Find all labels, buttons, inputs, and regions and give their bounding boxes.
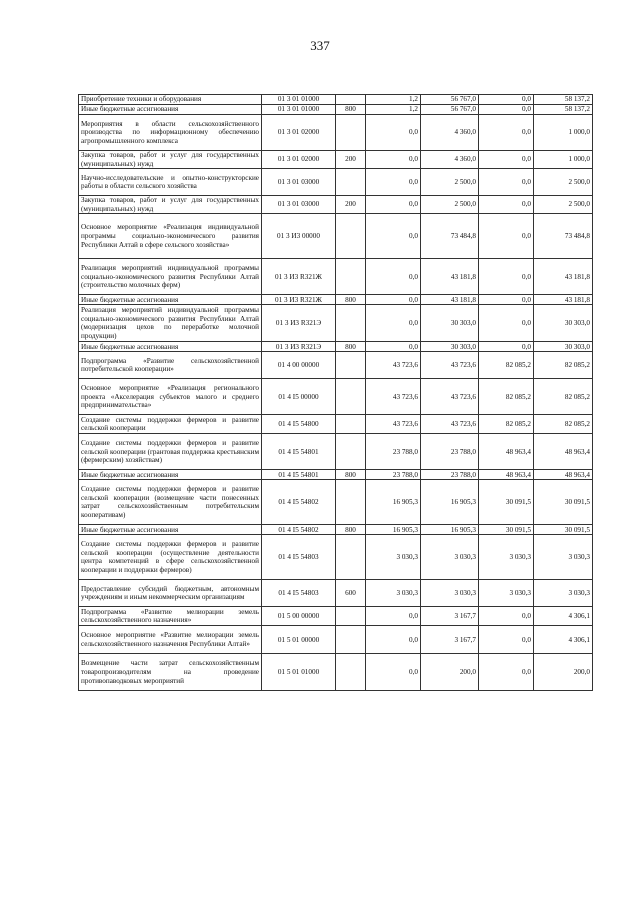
row-value-3-cell: 0,0 bbox=[479, 305, 534, 342]
row-value-2-cell: 43 723,6 bbox=[421, 415, 479, 434]
row-value-4-cell: 3 030,3 bbox=[534, 580, 593, 607]
row-value-3-cell: 30 091,5 bbox=[479, 480, 534, 525]
row-code-cell: 01 3 И3 R321Ж bbox=[262, 259, 336, 295]
row-value-3-cell: 3 030,3 bbox=[479, 580, 534, 607]
row-value-1-cell: 23 788,0 bbox=[366, 470, 421, 480]
row-value-2-cell: 23 788,0 bbox=[421, 470, 479, 480]
row-value-1-cell: 1,2 bbox=[366, 95, 421, 105]
row-value-1-cell: 43 723,6 bbox=[366, 415, 421, 434]
table-row bbox=[79, 169, 593, 196]
row-value-3-cell: 48 963,4 bbox=[479, 470, 534, 480]
row-expense-type-cell bbox=[336, 654, 366, 691]
row-value-2-cell: 30 303,0 bbox=[421, 305, 479, 342]
row-value-4-cell: 48 963,4 bbox=[534, 434, 593, 470]
row-value-3-cell: 0,0 bbox=[479, 259, 534, 295]
row-value-2-cell: 16 905,3 bbox=[421, 480, 479, 525]
row-value-4-cell: 30 091,5 bbox=[534, 525, 593, 535]
row-value-2-cell: 56 767,0 bbox=[421, 95, 479, 105]
row-value-4-cell: 3 030,3 bbox=[534, 535, 593, 580]
row-expense-type-cell: 200 bbox=[336, 196, 366, 214]
row-code-cell: 01 5 01 01000 bbox=[262, 654, 336, 691]
row-value-4-cell: 82 085,2 bbox=[534, 352, 593, 379]
table-row bbox=[79, 295, 593, 305]
row-value-1-cell: 3 030,3 bbox=[366, 535, 421, 580]
row-value-2-cell: 4 360,0 bbox=[421, 151, 479, 169]
row-code-cell: 01 3 И3 R321Э bbox=[262, 305, 336, 342]
row-value-3-cell: 0,0 bbox=[479, 95, 534, 105]
row-name-cell: Иные бюджетные ассигнования bbox=[79, 525, 262, 535]
table-row bbox=[79, 415, 593, 434]
row-expense-type-cell bbox=[336, 535, 366, 580]
row-value-2-cell: 73 484,8 bbox=[421, 214, 479, 259]
row-name-cell: Закупка товаров, работ и услуг для государственных (муниципальных) нужд bbox=[79, 151, 262, 169]
row-value-1-cell: 0,0 bbox=[366, 151, 421, 169]
row-value-1-cell: 0,0 bbox=[366, 259, 421, 295]
table-row bbox=[79, 470, 593, 480]
row-name-cell: Подпрограмма «Развитие мелиорации земель сельскохозяйственного назначения» bbox=[79, 607, 262, 626]
row-value-4-cell: 30 303,0 bbox=[534, 342, 593, 352]
row-code-cell: 01 4 I5 54802 bbox=[262, 480, 336, 525]
row-expense-type-cell bbox=[336, 259, 366, 295]
row-value-3-cell: 0,0 bbox=[479, 169, 534, 196]
row-value-2-cell: 43 181,8 bbox=[421, 295, 479, 305]
row-value-2-cell: 43 181,8 bbox=[421, 259, 479, 295]
row-value-2-cell: 30 303,0 bbox=[421, 342, 479, 352]
table-row bbox=[79, 342, 593, 352]
row-name-cell: Основное мероприятие «Развитие мелиорации земель сельскохозяйственного назначения Республики Алтай» bbox=[79, 626, 262, 654]
row-value-2-cell: 4 360,0 bbox=[421, 115, 479, 151]
row-code-cell: 01 4 I5 54803 bbox=[262, 535, 336, 580]
row-value-4-cell: 2 500,0 bbox=[534, 196, 593, 214]
row-value-1-cell: 43 723,6 bbox=[366, 352, 421, 379]
row-value-3-cell: 30 091,5 bbox=[479, 525, 534, 535]
row-value-4-cell: 4 306,1 bbox=[534, 607, 593, 626]
row-code-cell: 01 4 I5 54801 bbox=[262, 470, 336, 480]
row-expense-type-cell: 200 bbox=[336, 151, 366, 169]
table-row bbox=[79, 151, 593, 169]
row-expense-type-cell bbox=[336, 169, 366, 196]
row-name-cell: Возмещение части затрат сельскохозяйственным товаропроизводителям на проведение противопаводковых мероприятий bbox=[79, 654, 262, 691]
row-value-2-cell: 3 030,3 bbox=[421, 535, 479, 580]
row-code-cell: 01 4 00 00000 bbox=[262, 352, 336, 379]
row-value-2-cell: 200,0 bbox=[421, 654, 479, 691]
row-value-1-cell: 0,0 bbox=[366, 169, 421, 196]
row-value-2-cell: 3 167,7 bbox=[421, 607, 479, 626]
row-value-4-cell: 1 000,0 bbox=[534, 115, 593, 151]
row-value-4-cell: 2 500,0 bbox=[534, 169, 593, 196]
row-expense-type-cell bbox=[336, 214, 366, 259]
row-expense-type-cell bbox=[336, 415, 366, 434]
row-value-1-cell: 43 723,6 bbox=[366, 379, 421, 415]
row-value-4-cell: 73 484,8 bbox=[534, 214, 593, 259]
row-value-2-cell: 56 767,0 bbox=[421, 105, 479, 115]
row-value-3-cell: 0,0 bbox=[479, 295, 534, 305]
row-code-cell: 01 3 01 02000 bbox=[262, 151, 336, 169]
row-code-cell: 01 3 И3 R321Ж bbox=[262, 295, 336, 305]
row-value-1-cell: 0,0 bbox=[366, 196, 421, 214]
row-code-cell: 01 3 01 02000 bbox=[262, 115, 336, 151]
row-expense-type-cell bbox=[336, 434, 366, 470]
row-name-cell: Реализация мероприятий индивидуальной программы социально-экономического развития Республики Алтай (модернизация цехов по переработке молочной продукции) bbox=[79, 305, 262, 342]
table-row bbox=[79, 95, 593, 105]
table-row bbox=[79, 480, 593, 525]
row-value-4-cell: 48 963,4 bbox=[534, 470, 593, 480]
table-row bbox=[79, 105, 593, 115]
row-code-cell: 01 4 I5 00000 bbox=[262, 379, 336, 415]
row-code-cell: 01 3 01 03000 bbox=[262, 196, 336, 214]
row-name-cell: Создание системы поддержки фермеров и развитие сельской кооперации (грантовая поддержка крестьянским (фермерским) хозяйствам) bbox=[79, 434, 262, 470]
row-value-2-cell: 43 723,6 bbox=[421, 379, 479, 415]
row-expense-type-cell: 600 bbox=[336, 580, 366, 607]
row-value-1-cell: 0,0 bbox=[366, 214, 421, 259]
row-name-cell: Создание системы поддержки фермеров и развитие сельской кооперации bbox=[79, 415, 262, 434]
table-row bbox=[79, 196, 593, 214]
row-expense-type-cell bbox=[336, 352, 366, 379]
row-value-3-cell: 0,0 bbox=[479, 342, 534, 352]
row-name-cell: Иные бюджетные ассигнования bbox=[79, 342, 262, 352]
row-expense-type-cell: 800 bbox=[336, 295, 366, 305]
row-value-3-cell: 82 085,2 bbox=[479, 379, 534, 415]
row-value-3-cell: 82 085,2 bbox=[479, 415, 534, 434]
row-name-cell: Создание системы поддержки фермеров и развитие сельской кооперации (возмещение части понесенных затрат сельскохозяйственным потребительским кооперативам) bbox=[79, 480, 262, 525]
row-value-1-cell: 0,0 bbox=[366, 115, 421, 151]
row-code-cell: 01 3 И3 00000 bbox=[262, 214, 336, 259]
row-expense-type-cell bbox=[336, 95, 366, 105]
table-row bbox=[79, 115, 593, 151]
row-value-4-cell: 43 181,8 bbox=[534, 295, 593, 305]
row-expense-type-cell: 800 bbox=[336, 470, 366, 480]
table-row bbox=[79, 654, 593, 691]
row-value-2-cell: 3 167,7 bbox=[421, 626, 479, 654]
row-value-4-cell: 82 085,2 bbox=[534, 379, 593, 415]
row-value-3-cell: 0,0 bbox=[479, 214, 534, 259]
row-name-cell: Мероприятия в области сельскохозяйственного производства по информационному обеспечению агропромышленного комплекса bbox=[79, 115, 262, 151]
row-value-3-cell: 0,0 bbox=[479, 151, 534, 169]
row-code-cell: 01 4 I5 54803 bbox=[262, 580, 336, 607]
row-value-3-cell: 0,0 bbox=[479, 115, 534, 151]
row-name-cell: Предоставление субсидий бюджетным, автономным учреждениям и иным некоммерческим организациям bbox=[79, 580, 262, 607]
row-value-1-cell: 16 905,3 bbox=[366, 480, 421, 525]
row-value-1-cell: 0,0 bbox=[366, 607, 421, 626]
row-name-cell: Закупка товаров, работ и услуг для государственных (муниципальных) нужд bbox=[79, 196, 262, 214]
row-value-3-cell: 82 085,2 bbox=[479, 352, 534, 379]
row-code-cell: 01 4 I5 54801 bbox=[262, 434, 336, 470]
row-code-cell: 01 4 I5 54802 bbox=[262, 525, 336, 535]
row-expense-type-cell bbox=[336, 480, 366, 525]
row-name-cell: Иные бюджетные ассигнования bbox=[79, 470, 262, 480]
row-value-1-cell: 16 905,3 bbox=[366, 525, 421, 535]
row-value-2-cell: 16 905,3 bbox=[421, 525, 479, 535]
row-value-4-cell: 4 306,1 bbox=[534, 626, 593, 654]
table-row bbox=[79, 525, 593, 535]
row-name-cell: Научно-исследовательские и опытно-конструкторские работы в области сельского хозяйства bbox=[79, 169, 262, 196]
row-code-cell: 01 3 01 01000 bbox=[262, 105, 336, 115]
table-row bbox=[79, 434, 593, 470]
row-value-1-cell: 0,0 bbox=[366, 305, 421, 342]
row-value-1-cell: 0,0 bbox=[366, 295, 421, 305]
row-value-4-cell: 30 303,0 bbox=[534, 305, 593, 342]
row-expense-type-cell bbox=[336, 115, 366, 151]
row-value-2-cell: 23 788,0 bbox=[421, 434, 479, 470]
row-name-cell: Создание системы поддержки фермеров и развитие сельской кооперации (осуществление деятельности центра компетенций в сфере сельскохозяйственной кооперации и поддержки фермеров) bbox=[79, 535, 262, 580]
table-row bbox=[79, 259, 593, 295]
row-name-cell: Основное мероприятие «Реализация регионального проекта «Акселерация субъектов малого и среднего предпринимательства» bbox=[79, 379, 262, 415]
row-value-3-cell: 0,0 bbox=[479, 626, 534, 654]
row-expense-type-cell: 800 bbox=[336, 525, 366, 535]
row-name-cell: Иные бюджетные ассигнования bbox=[79, 105, 262, 115]
row-value-1-cell: 1,2 bbox=[366, 105, 421, 115]
row-code-cell: 01 4 I5 54800 bbox=[262, 415, 336, 434]
row-value-4-cell: 30 091,5 bbox=[534, 480, 593, 525]
row-value-2-cell: 2 500,0 bbox=[421, 169, 479, 196]
row-name-cell: Иные бюджетные ассигнования bbox=[79, 295, 262, 305]
row-expense-type-cell bbox=[336, 305, 366, 342]
row-expense-type-cell bbox=[336, 607, 366, 626]
table-row bbox=[79, 580, 593, 607]
row-value-4-cell: 1 000,0 bbox=[534, 151, 593, 169]
row-value-2-cell: 2 500,0 bbox=[421, 196, 479, 214]
row-value-4-cell: 58 137,2 bbox=[534, 105, 593, 115]
row-name-cell: Приобретение техники и оборудования bbox=[79, 95, 262, 105]
table-row bbox=[79, 214, 593, 259]
row-value-1-cell: 0,0 bbox=[366, 654, 421, 691]
row-code-cell: 01 3 И3 R321Э bbox=[262, 342, 336, 352]
row-value-4-cell: 200,0 bbox=[534, 654, 593, 691]
row-value-3-cell: 0,0 bbox=[479, 607, 534, 626]
table-row bbox=[79, 607, 593, 626]
table-row bbox=[79, 626, 593, 654]
row-value-1-cell: 23 788,0 bbox=[366, 434, 421, 470]
row-value-2-cell: 43 723,6 bbox=[421, 352, 479, 379]
table-row bbox=[79, 379, 593, 415]
budget-table-body bbox=[79, 95, 593, 691]
row-expense-type-cell bbox=[336, 626, 366, 654]
table-row bbox=[79, 535, 593, 580]
row-value-1-cell: 3 030,3 bbox=[366, 580, 421, 607]
row-code-cell: 01 3 01 03000 bbox=[262, 169, 336, 196]
row-value-3-cell: 0,0 bbox=[479, 196, 534, 214]
row-expense-type-cell: 800 bbox=[336, 342, 366, 352]
row-value-4-cell: 82 085,2 bbox=[534, 415, 593, 434]
row-value-2-cell: 3 030,3 bbox=[421, 580, 479, 607]
page-number: 337 bbox=[310, 38, 330, 53]
table-row bbox=[79, 352, 593, 379]
row-value-4-cell: 43 181,8 bbox=[534, 259, 593, 295]
row-value-3-cell: 0,0 bbox=[479, 105, 534, 115]
row-code-cell: 01 5 01 00000 bbox=[262, 626, 336, 654]
row-name-cell: Подпрограмма «Развитие сельскохозяйственной потребительской кооперации» bbox=[79, 352, 262, 379]
row-value-3-cell: 48 963,4 bbox=[479, 434, 534, 470]
table-row bbox=[79, 305, 593, 342]
row-expense-type-cell: 800 bbox=[336, 105, 366, 115]
row-code-cell: 01 3 01 01000 bbox=[262, 95, 336, 105]
row-value-1-cell: 0,0 bbox=[366, 626, 421, 654]
row-expense-type-cell bbox=[336, 379, 366, 415]
row-value-4-cell: 58 137,2 bbox=[534, 95, 593, 105]
row-name-cell: Основное мероприятие «Реализация индивидуальной программы социально-экономического развития Республики Алтай в сфере сельского хозяйства» bbox=[79, 214, 262, 259]
budget-table bbox=[78, 94, 593, 691]
row-code-cell: 01 5 00 00000 bbox=[262, 607, 336, 626]
row-value-3-cell: 3 030,3 bbox=[479, 535, 534, 580]
row-value-3-cell: 0,0 bbox=[479, 654, 534, 691]
row-value-1-cell: 0,0 bbox=[366, 342, 421, 352]
row-name-cell: Реализация мероприятий индивидуальной программы социально-экономического развития Республики Алтай (строительство молочных ферм) bbox=[79, 259, 262, 295]
